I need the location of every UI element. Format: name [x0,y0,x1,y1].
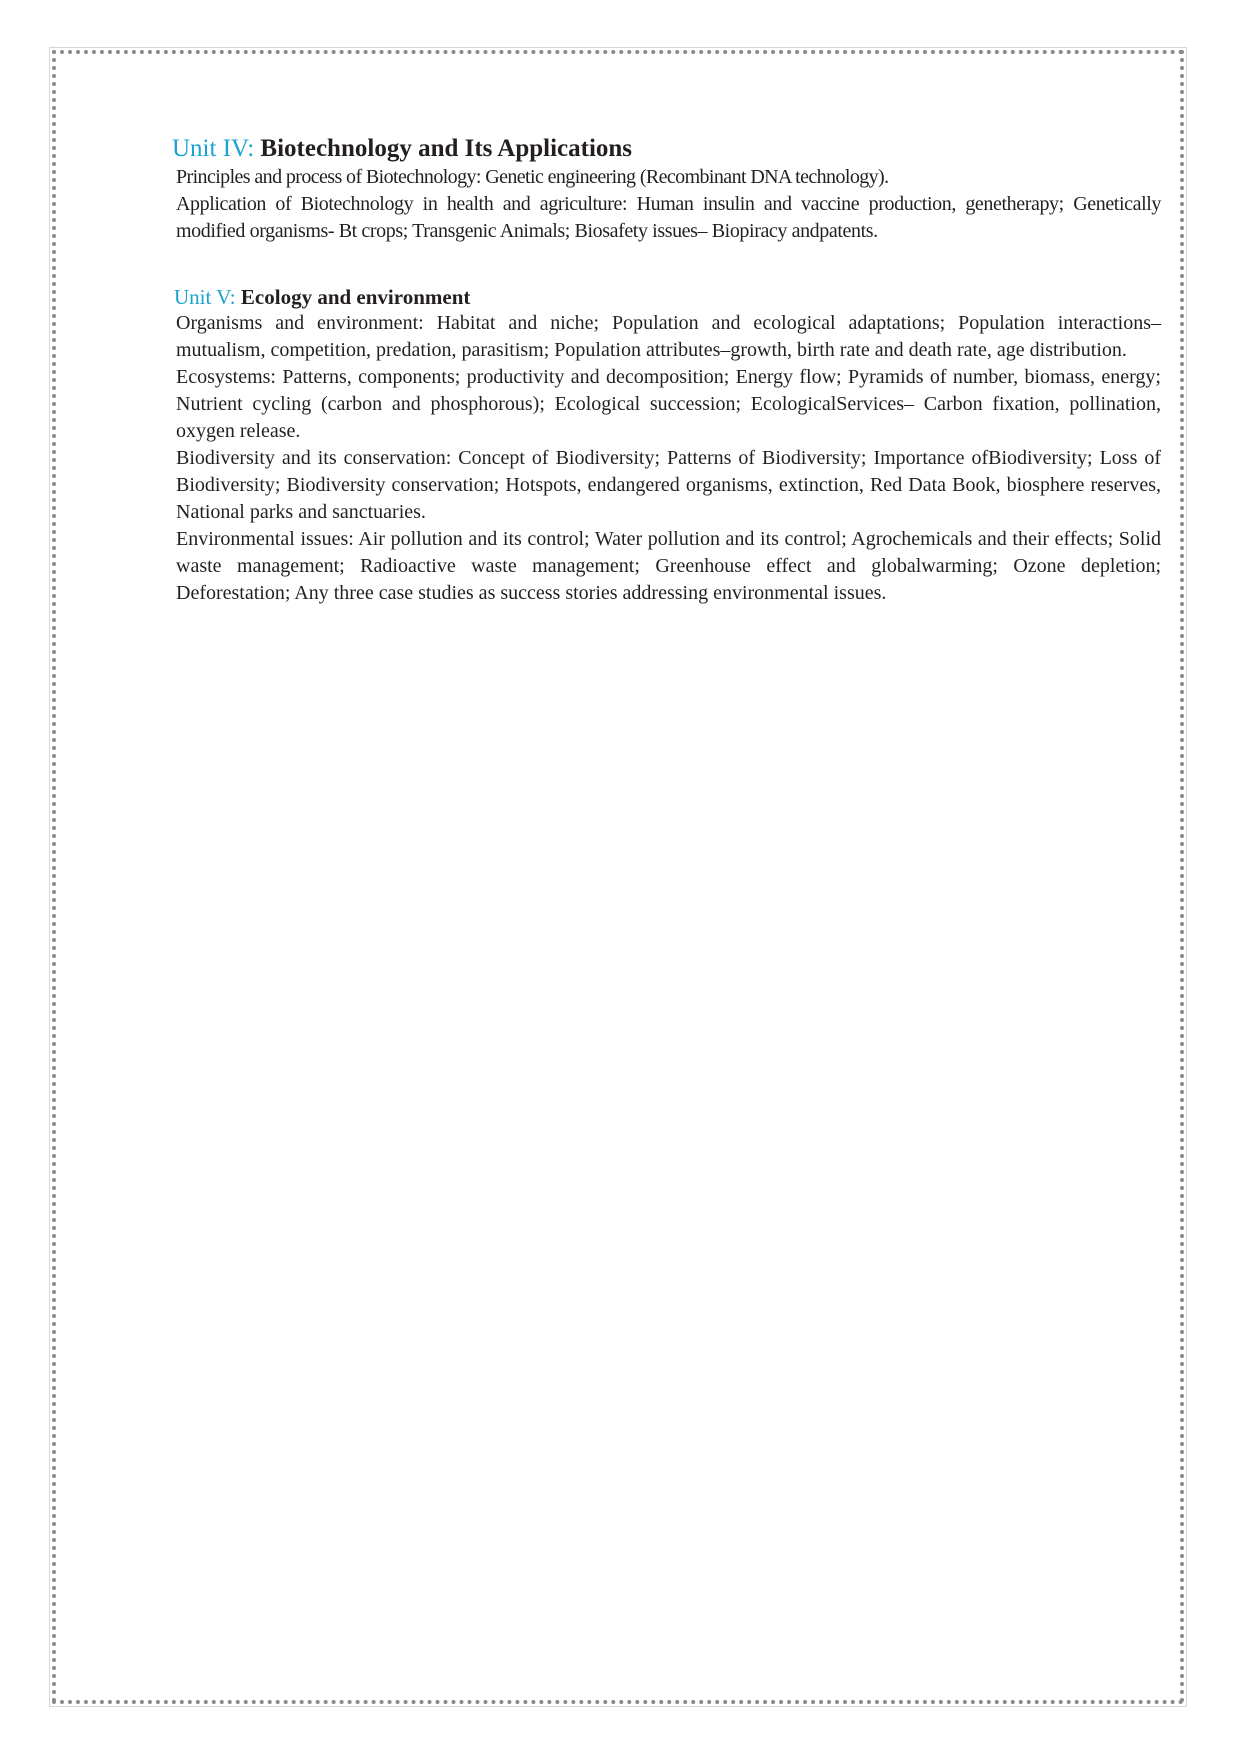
unit-iv-title: Biotechnology and Its Applications [260,135,633,162]
unit-v-paragraph-environmental-issues: Environmental issues: Air pollution and its control; Water pollution and its control; Agrochemicals and their effects; Solid waste management; Radioactive waste management; Greenhouse effect and globalwarming; Ozone depletion; Deforestation; Any three case studies as success stories addressing environmental issues. [176,528,1161,605]
unit-v-paragraph-organisms: Organisms and environment: Habitat and niche; Population and ecological adaptations; Population interactions–mutualism, competition, predation, parasitism; Population attributes–growth, birth rate and death rate, age distribution. [176,312,1161,362]
unit-iv-label: Unit IV: [172,135,255,162]
unit-iv-paragraph-applications: Application of Biotechnology in health and agriculture: Human insulin and vaccine production, genetherapy; Genetically modified organisms- Bt crops; Transgenic Animals; Biosafety issues– Biopiracy andpatents. [176,193,1161,242]
unit-iv-heading [172,134,1161,164]
unit-v-label: Unit V: [174,285,236,309]
unit-iv-paragraph-principles: Principles and process of Biotechnology: Genetic engineering (Recombinant DNA technology). [176,166,889,188]
unit-v-paragraph-ecosystems: Ecosystems: Patterns, components; productivity and decomposition; Energy flow; Pyramids of number, biomass, energy; Nutrient cycling (carbon and phosphorous); Ecological succession; EcologicalServices– Carbon fixation, pollination, oxygen release. [176,366,1161,443]
unit-v-heading [174,285,1161,310]
syllabus-content [172,134,1161,607]
unit-v-title: Ecology and environment [240,285,471,309]
unit-v-paragraph-biodiversity: Biodiversity and its conservation: Concept of Biodiversity; Patterns of Biodiversity; Importance ofBiodiversity; Loss of Biodiversity; Biodiversity conservation; Hotspots, endangered organisms, extinction, Red Data Book, biosphere reserves, National parks and sanctuaries. [176,447,1161,524]
